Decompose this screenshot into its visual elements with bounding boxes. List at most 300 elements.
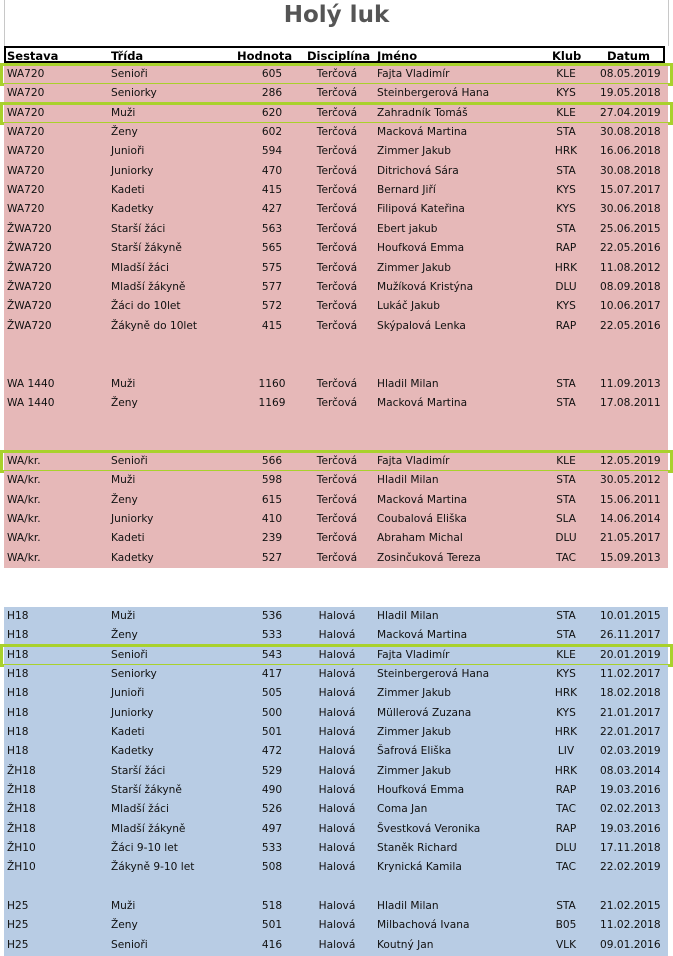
cell-jmeno: Krynická Kamila (377, 861, 462, 874)
cell-klub: KLE (556, 106, 576, 119)
cell-jmeno: Abraham Michal (377, 532, 463, 545)
cell-trida: Juniorky (111, 164, 154, 177)
cell-jmeno: Macková Martina (377, 629, 468, 642)
cell-jmeno: Koutný Jan (377, 938, 434, 951)
cell-disciplina: Terčová (316, 222, 358, 235)
cell-datum: 22.05.2016 (600, 242, 661, 255)
cell-trida: Senioři (111, 455, 148, 467)
table-row (4, 723, 668, 743)
cell-sestava: H25 (7, 919, 29, 932)
cell-disciplina: Terčová (316, 319, 358, 332)
cell-datum: 30.08.2018 (600, 164, 661, 177)
cell-sestava: WA/kr. (7, 474, 41, 487)
table-row (4, 375, 668, 395)
table-row (4, 742, 668, 762)
cell-datum: 30.08.2018 (600, 126, 661, 139)
cell-disciplina: Terčová (316, 126, 358, 139)
cell-sestava: H25 (7, 938, 29, 951)
cell-trida: Muži (111, 609, 136, 622)
cell-sestava: ŽWA720 (7, 222, 52, 235)
cell-jmeno: Steinbergerová Hana (377, 87, 490, 100)
header-hodnota: Hodnota (237, 49, 293, 63)
cell-klub: HRK (554, 145, 578, 158)
cell-trida: Starší žákyně (111, 242, 182, 255)
table-row (4, 626, 668, 646)
cell-disciplina: Terčová (316, 68, 358, 80)
table-row (4, 607, 668, 627)
cell-jmeno: Houfková Emma (377, 242, 465, 255)
cell-sestava: ŽH10 (7, 842, 36, 854)
cell-trida: Ženy (111, 919, 138, 932)
table-row (4, 394, 668, 414)
cell-datum: 02.02.2013 (600, 803, 661, 816)
cell-sestava: WA720 (7, 184, 45, 197)
cell-hodnota: 415 (261, 184, 283, 197)
cell-klub: TAC (555, 551, 577, 564)
table-row (4, 684, 668, 704)
table-row (4, 820, 668, 840)
cell-sestava: ŽH18 (7, 783, 36, 796)
cell-disciplina: Halová (318, 764, 356, 777)
cell-jmeno: Zimmer Jakub (377, 764, 451, 777)
cell-datum: 21.02.2015 (600, 900, 661, 913)
cell-klub: LIV (557, 745, 575, 758)
cell-klub: HRK (554, 687, 578, 700)
cell-sestava: ŽH18 (7, 822, 36, 835)
table-row (4, 220, 668, 240)
table-row (4, 181, 668, 201)
cell-klub: STA (556, 900, 576, 913)
cell-hodnota: 565 (261, 242, 283, 255)
cell-hodnota: 490 (261, 783, 283, 796)
cell-jmeno: Fajta Vladimír (377, 648, 450, 661)
header-jmeno: Jméno (377, 49, 418, 63)
cell-datum: 08.03.2014 (600, 764, 661, 777)
cell-disciplina: Terčová (316, 261, 358, 274)
cell-datum: 08.09.2018 (600, 280, 661, 293)
table-row (4, 317, 668, 337)
cell-datum: 11.02.2018 (600, 919, 661, 932)
header-trida: Třída (111, 49, 144, 63)
cell-hodnota: 598 (261, 474, 283, 487)
cell-klub: STA (556, 609, 576, 622)
cell-trida: Muži (111, 377, 136, 390)
cell-jmeno: Zahradník Tomáš (377, 106, 468, 119)
cell-disciplina: Halová (318, 687, 356, 700)
cell-jmeno: Zimmer Jakub (377, 261, 451, 274)
table-row (4, 936, 668, 956)
spacer-row (4, 878, 668, 898)
cell-trida: Kadeti (111, 184, 145, 197)
cell-hodnota: 615 (261, 493, 283, 506)
cell-klub: HRK (554, 261, 578, 274)
table-row (4, 646, 668, 666)
header-datum: Datum (607, 49, 650, 63)
cell-sestava: H18 (7, 725, 29, 738)
cell-trida: Junioři (111, 687, 145, 700)
cell-sestava: ŽWA720 (7, 319, 52, 332)
cell-sestava: WA 1440 (7, 377, 55, 390)
cell-hodnota: 472 (261, 745, 283, 758)
cell-sestava: H18 (7, 667, 29, 680)
cell-sestava: H18 (7, 687, 29, 700)
cell-trida: Senioři (111, 68, 148, 80)
cell-disciplina: Terčová (316, 87, 358, 100)
cell-klub: STA (556, 493, 576, 506)
cell-trida: Kadetky (111, 203, 154, 216)
spacer-row (4, 587, 668, 607)
cell-trida: Mladší žákyně (111, 822, 186, 835)
cell-hodnota: 497 (261, 822, 283, 835)
cell-datum: 19.05.2018 (600, 87, 661, 100)
cell-hodnota: 577 (261, 280, 283, 293)
cell-datum: 10.06.2017 (600, 300, 661, 313)
cell-hodnota: 500 (261, 706, 283, 719)
cell-jmeno: Filipová Kateřina (377, 203, 465, 216)
cell-hodnota: 572 (261, 300, 283, 313)
cell-jmeno: Lukáč Jakub (377, 300, 440, 313)
cell-trida: Žáci 9-10 let (111, 842, 178, 854)
cell-hodnota: 416 (261, 938, 283, 951)
cell-trida: Junioři (111, 145, 145, 158)
header-klub: Klub (552, 49, 582, 63)
cell-disciplina: Terčová (316, 474, 358, 487)
cell-disciplina: Halová (318, 648, 356, 661)
table-row (4, 239, 668, 259)
cell-hodnota: 605 (261, 68, 283, 80)
cell-disciplina: Terčová (316, 551, 358, 564)
cell-datum: 10.01.2015 (600, 609, 661, 622)
spacer-row (4, 433, 668, 453)
cell-klub: B05 (555, 919, 577, 932)
cell-datum: 15.07.2017 (600, 184, 661, 197)
cell-disciplina: Terčová (316, 513, 358, 526)
cell-sestava: WA720 (7, 164, 45, 177)
cell-sestava: WA 1440 (7, 396, 55, 409)
page-title: Holý luk (283, 2, 390, 28)
cell-hodnota: 529 (261, 764, 283, 777)
cell-sestava: WA720 (7, 106, 45, 119)
table-row (4, 142, 668, 162)
cell-trida: Žáci do 10let (111, 300, 181, 313)
table-row (4, 839, 668, 859)
cell-jmeno: Hladil Milan (377, 609, 439, 622)
cell-trida: Kadeti (111, 725, 145, 738)
cell-hodnota: 1169 (258, 396, 286, 409)
cell-klub: RAP (555, 242, 577, 255)
cell-disciplina: Terčová (316, 184, 358, 197)
cell-hodnota: 526 (261, 803, 283, 816)
cell-disciplina: Halová (318, 803, 356, 816)
cell-hodnota: 501 (261, 919, 283, 932)
cell-datum: 11.08.2012 (600, 261, 661, 274)
cell-klub: KYS (556, 87, 576, 100)
cell-hodnota: 286 (261, 87, 283, 100)
cell-sestava: WA/kr. (7, 455, 41, 467)
cell-jmeno: Milbachová Ivana (377, 919, 470, 932)
table-row (4, 123, 668, 143)
cell-hodnota: 427 (261, 203, 283, 216)
cell-klub: RAP (555, 822, 577, 835)
cell-disciplina: Terčová (316, 242, 358, 255)
cell-trida: Ženy (111, 629, 138, 642)
cell-trida: Muži (111, 474, 136, 487)
cell-datum: 15.09.2013 (600, 551, 661, 564)
table-row (4, 65, 668, 85)
table-row (4, 762, 668, 782)
cell-datum: 08.05.2019 (600, 68, 661, 80)
cell-disciplina: Halová (318, 609, 356, 622)
cell-hodnota: 575 (261, 261, 283, 274)
cell-datum: 09.01.2016 (600, 938, 661, 951)
cell-jmeno: Macková Martina (377, 396, 468, 409)
cell-trida: Kadetky (111, 551, 154, 564)
table-row (4, 297, 668, 317)
cell-klub: STA (556, 396, 576, 409)
table-row (4, 549, 668, 569)
cell-hodnota: 518 (261, 900, 283, 913)
cell-datum: 11.02.2017 (600, 667, 661, 680)
cell-datum: 21.05.2017 (600, 532, 661, 545)
cell-disciplina: Terčová (316, 396, 358, 409)
cell-trida: Žákyně do 10let (111, 319, 198, 332)
table-row (4, 665, 668, 685)
cell-klub: KYS (556, 300, 576, 313)
table-row (4, 704, 668, 724)
cell-trida: Ženy (111, 396, 138, 409)
cell-disciplina: Terčová (316, 203, 358, 216)
cell-disciplina: Halová (318, 938, 356, 951)
cell-klub: DLU (555, 532, 577, 545)
table-row (4, 259, 668, 279)
cell-disciplina: Halová (318, 629, 356, 642)
cell-trida: Kadeti (111, 532, 145, 545)
cell-klub: KLE (556, 455, 576, 467)
cell-sestava: H18 (7, 609, 29, 622)
spacer-row (4, 355, 668, 375)
cell-hodnota: 470 (261, 164, 283, 177)
cell-jmeno: Zimmer Jakub (377, 725, 451, 738)
cell-trida: Senioři (111, 648, 148, 661)
cell-sestava: ŽH18 (7, 803, 36, 816)
cell-sestava: H18 (7, 706, 29, 719)
table-row (4, 491, 668, 511)
cell-klub: STA (556, 126, 576, 139)
cell-hodnota: 536 (261, 609, 283, 622)
cell-sestava: ŽH18 (7, 764, 36, 777)
cell-jmeno: Steinbergerová Hana (377, 667, 490, 680)
table-row (4, 897, 668, 917)
cell-datum: 14.06.2014 (600, 513, 661, 526)
cell-klub: RAP (555, 319, 577, 332)
table-row (4, 471, 668, 491)
cell-sestava: ŽWA720 (7, 261, 52, 274)
cell-disciplina: Halová (318, 667, 356, 680)
cell-jmeno: Šafrová Eliška (377, 745, 452, 758)
cell-datum: 11.09.2013 (600, 377, 661, 390)
table-row (4, 278, 668, 298)
cell-jmeno: Fajta Vladimír (377, 455, 450, 467)
cell-jmeno: Hladil Milan (377, 900, 439, 913)
spacer-row (4, 568, 668, 588)
cell-trida: Mladší žáci (111, 261, 169, 274)
cell-sestava: H18 (7, 629, 29, 642)
cell-sestava: ŽWA720 (7, 242, 52, 255)
cell-hodnota: 543 (261, 648, 283, 661)
cell-datum: 02.03.2019 (600, 745, 661, 758)
cell-datum: 30.05.2012 (600, 474, 661, 487)
cell-disciplina: Halová (318, 919, 356, 932)
cell-jmeno: Mužíková Kristýna (377, 280, 474, 293)
cell-disciplina: Halová (318, 842, 356, 854)
cell-datum: 30.06.2018 (600, 203, 661, 216)
cell-sestava: WA720 (7, 126, 45, 139)
cell-jmeno: Macková Martina (377, 126, 468, 139)
header-sestava: Sestava (7, 49, 59, 63)
cell-hodnota: 563 (261, 222, 283, 235)
cell-sestava: WA/kr. (7, 493, 41, 506)
cell-trida: Žákyně 9-10 let (111, 861, 195, 874)
cell-disciplina: Terčová (316, 164, 358, 177)
cell-hodnota: 1160 (258, 377, 286, 390)
cell-klub: KYS (556, 203, 576, 216)
cell-sestava: WA720 (7, 203, 45, 216)
cell-disciplina: Halová (318, 900, 356, 913)
cell-trida: Seniorky (111, 667, 157, 680)
cell-klub: HRK (554, 764, 578, 777)
cell-sestava: ŽWA720 (7, 280, 52, 293)
cell-hodnota: 594 (261, 145, 283, 158)
cell-hodnota: 602 (261, 126, 283, 139)
cell-klub: STA (556, 474, 576, 487)
table-row (4, 529, 668, 549)
cell-klub: STA (556, 377, 576, 390)
cell-disciplina: Terčová (316, 493, 358, 506)
cell-hodnota: 533 (261, 629, 283, 642)
cell-klub: KYS (556, 706, 576, 719)
cell-klub: KYS (556, 667, 576, 680)
cell-disciplina: Terčová (316, 532, 358, 545)
cell-hodnota: 508 (261, 861, 283, 874)
cell-klub: STA (556, 222, 576, 235)
cell-jmeno: Ditrichová Sára (377, 164, 459, 177)
table-row (4, 104, 668, 124)
table-row (4, 200, 668, 220)
cell-jmeno: Bernard Jiří (377, 184, 436, 197)
cell-trida: Muži (111, 900, 136, 913)
cell-klub: TAC (555, 803, 577, 816)
cell-disciplina: Terčová (316, 280, 358, 293)
cell-klub: KLE (556, 68, 576, 80)
cell-trida: Juniorky (111, 513, 154, 526)
cell-datum: 25.06.2015 (600, 222, 661, 235)
cell-jmeno: Coubalová Eliška (377, 513, 467, 526)
cell-hodnota: 527 (261, 551, 283, 564)
cell-sestava: WA/kr. (7, 551, 41, 564)
cell-hodnota: 505 (261, 687, 283, 700)
cell-disciplina: Halová (318, 861, 356, 874)
table-row (4, 162, 668, 182)
cell-sestava: WA720 (7, 87, 45, 100)
cell-trida: Mladší žákyně (111, 280, 186, 293)
cell-hodnota: 566 (261, 455, 283, 467)
cell-trida: Mladší žáci (111, 803, 169, 816)
table-row (4, 510, 668, 530)
cell-hodnota: 417 (261, 667, 283, 680)
cell-jmeno: Macková Martina (377, 493, 468, 506)
cell-datum: 27.04.2019 (600, 106, 661, 119)
cell-jmeno: Skýpalová Lenka (377, 319, 466, 332)
cell-datum: 12.05.2019 (600, 455, 661, 467)
header-disciplina: Disciplína (307, 49, 371, 63)
cell-jmeno: Zosinčuková Tereza (377, 551, 481, 564)
cell-klub: KYS (556, 184, 576, 197)
cell-sestava: H18 (7, 648, 29, 661)
cell-klub: VLK (555, 938, 577, 951)
cell-klub: SLA (555, 513, 577, 526)
cell-hodnota: 410 (261, 513, 283, 526)
cell-sestava: H25 (7, 900, 29, 913)
cell-hodnota: 415 (261, 319, 283, 332)
cell-jmeno: Fajta Vladimír (377, 68, 450, 80)
cell-klub: RAP (555, 783, 577, 796)
cell-trida: Starší žáci (111, 222, 166, 235)
cell-klub: STA (556, 629, 576, 642)
cell-disciplina: Terčová (316, 106, 358, 119)
table-row (4, 858, 668, 878)
spacer-row (4, 336, 668, 356)
cell-disciplina: Terčová (316, 377, 358, 390)
cell-jmeno: Hladil Milan (377, 377, 439, 390)
cell-hodnota: 239 (261, 532, 283, 545)
cell-jmeno: Coma Jan (377, 803, 428, 816)
cell-klub: STA (556, 164, 576, 177)
cell-klub: DLU (555, 280, 577, 293)
cell-jmeno: Ebert jakub (377, 222, 438, 235)
cell-klub: DLU (555, 842, 577, 854)
cell-datum: 22.02.2019 (600, 861, 661, 874)
cell-trida: Ženy (111, 493, 138, 506)
cell-jmeno: Zimmer Jakub (377, 145, 451, 158)
cell-jmeno: Švestková Veronika (377, 822, 481, 835)
cell-datum: 17.11.2018 (600, 842, 661, 854)
cell-klub: TAC (555, 861, 577, 874)
table-row (4, 452, 668, 472)
cell-sestava: ŽWA720 (7, 300, 52, 313)
cell-disciplina: Terčová (316, 145, 358, 158)
cell-disciplina: Halová (318, 783, 356, 796)
cell-trida: Muži (111, 106, 136, 119)
table-row (4, 916, 668, 936)
cell-datum: 21.01.2017 (600, 706, 661, 719)
cell-datum: 17.08.2011 (600, 396, 661, 409)
cell-jmeno: Staněk Richard (377, 842, 458, 854)
cell-jmeno: Hladil Milan (377, 474, 439, 487)
table-row (4, 84, 668, 104)
cell-datum: 15.06.2011 (600, 493, 661, 506)
cell-sestava: WA/kr. (7, 513, 41, 526)
cell-sestava: ŽH10 (7, 861, 36, 874)
cell-sestava: WA720 (7, 145, 45, 158)
cell-disciplina: Halová (318, 725, 356, 738)
cell-trida: Seniorky (111, 87, 157, 100)
cell-klub: HRK (554, 725, 578, 738)
table-row (4, 781, 668, 801)
cell-jmeno: Müllerová Zuzana (377, 706, 472, 719)
cell-trida: Juniorky (111, 706, 154, 719)
cell-disciplina: Terčová (316, 300, 358, 313)
cell-hodnota: 620 (261, 106, 283, 119)
